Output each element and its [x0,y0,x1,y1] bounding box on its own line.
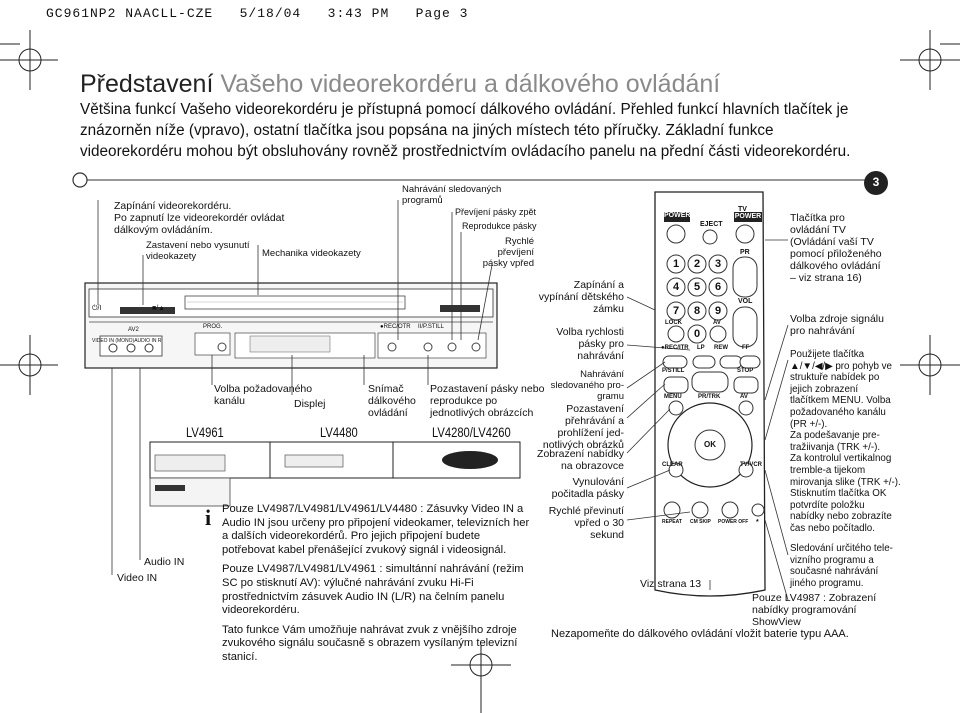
key-lp[interactable]: LP [697,345,705,351]
info-p2: Pouze LV4987/LV4981/LV4961 : simultánní nahrávání (režim SC po stisknutí AV): výlučné nahrávání zvuku Hi-Fi prostřednictvím zásuvek Audio IN (L/R) na čelním panelu videorekordéru. [222,563,524,617]
key-digit-1[interactable]: 1 [672,258,680,270]
model-lv4961: LV4961 [186,424,224,440]
label-menu: Zobrazení nabídky na obrazovce [537,448,624,472]
key-rec-itr[interactable]: ●REC/ITR [661,345,689,351]
key-av-top[interactable]: AV [713,320,721,326]
key-repeat[interactable]: REPEAT [662,519,682,525]
label-mechanism: Mechanika videokazety [262,248,361,259]
key-cm-skip[interactable]: CM SKIP [690,519,711,525]
vcr-prog: PROG. [203,324,223,330]
key-tv-tag: TV [738,206,747,213]
key-ok[interactable]: OK [704,440,716,449]
vcr-power-mark: ⏻/I [92,305,102,312]
label-play: Reprodukce pásky [462,221,537,231]
label-display: Displej [294,398,326,410]
label-source: Volba zdroje signálu pro nahrávání [790,313,884,337]
label-channel: Volba požadovaného kanálu [214,383,313,407]
key-power[interactable]: POWER [664,212,691,219]
key-digit-4[interactable]: 4 [672,281,680,293]
info-icon: i [205,505,212,530]
model-lv4280: LV4280/LV4260 [432,424,511,440]
key-clear[interactable]: CLEAR [662,462,683,468]
label-video-in: Video IN [117,572,158,584]
key-vol[interactable]: VOL [738,298,753,305]
key-eject[interactable]: EJECT [700,221,723,228]
label-power: Zapínání videorekordéru. Po zapnutí lze videorekordér ovládat dálkovým ovládáním. [114,200,285,236]
label-audio-in: Audio IN [144,556,185,568]
key-pr[interactable]: PR [740,249,750,256]
label-pause: Pozastavení pásky nebo reprodukce po jednotlivých obrázcích [430,383,545,419]
key-pstill[interactable]: P/STILL [662,368,685,374]
label-navigation: Použijete tlačítka ▲/▼/◀/▶ pro pohyb ve struktuře nabídek po jejich zobrazení tlačítkem MENU. Volba požadovaného kanálu (PR +/-). Za podešavanje pre- tražiivanja (TRK +/-). Za kontrolul vertikalnog tremble-a tijekom mirovanja slike (TRK +/-). Stisknutím tlačítka OK potvrdíte položku nabídky nebo zobrazíte čas nebo počítadlo. [790,349,901,534]
label-clear: Vynulování počitadla pásky [551,476,624,500]
key-digit-6[interactable]: 6 [714,281,722,293]
label-rec-program: Nahrávání sledovaného pro- gramu [550,369,624,402]
key-digit-2[interactable]: 2 [693,258,701,270]
model-lv4480: LV4480 [320,424,358,440]
key-av[interactable]: AV [740,394,748,400]
vcr-av-tag: AV2 [128,327,139,333]
info-text [222,503,532,671]
remote-footer: Viz strana 13 [640,578,702,590]
title-dark: Představení [80,70,214,98]
print-header: GC961NP2 NAACLL-CZE 5/18/04 3:43 PM Page 3 [46,6,469,21]
model-panels [150,442,520,506]
key-digit-9[interactable]: 9 [714,305,722,317]
label-ffwd: Rychlé převíjení pásky vpřed [482,236,534,269]
key-digit-3[interactable]: 3 [714,258,722,270]
key-power-off[interactable]: POWER OFF [718,519,749,525]
key-pr-trk[interactable]: PR/TRK [698,394,721,400]
battery-note: Nezapomeňte do dálkového ovládání vložit baterie typu AAA. [551,628,849,640]
label-tv-vcr: Sledování určitého tele- vizního programu a současné nahrávání jiného programu. [790,543,893,589]
label-stop-eject: Zastavení nebo vysunutí videokazety [146,240,250,262]
key-digit-8[interactable]: 8 [693,305,701,317]
key-digit-0[interactable]: 0 [693,328,701,340]
key-ff[interactable]: FF [742,345,750,351]
vcr-eject-mark: ■/▲ [152,305,166,312]
info-p3: Tato funkce Vám umožňuje nahrávat zvuk z vnějšího zdroje zvukového signálu současně s obrazem vysílaným televizní stanicí. [222,623,518,663]
key-rew[interactable]: REW [714,345,728,351]
key-digit-5[interactable]: 5 [693,281,701,293]
label-sensor: Snímač dálkového ovládání [368,383,416,419]
vcr-jacks: VIDEO IN (MONO)AUDIO IN R [92,338,162,344]
key-menu[interactable]: MENU [664,394,682,400]
label-child-lock: Zapínání a vypínání dětského zámku [538,279,624,315]
key-star[interactable]: * [756,519,759,526]
key-tv-vcr[interactable]: TV/VCR [740,462,763,468]
label-showview: Pouze LV4987 : Zobrazení nabídky programování ShowView [752,592,877,628]
label-rewind: Převíjení pásky zpět [455,207,537,217]
label-remote-pause: Pozastavení přehrávání a prohlížení jed- notlivých obrázků [542,403,624,451]
label-tv-buttons: Tlačítka pro ovládání TV (Ovládání vaší TV pomocí přiloženého dálkového ovládání – viz strana 16) [790,212,882,284]
info-p1: Pouze LV4987/LV4981/LV4961/LV4480 : Zásuvky Video IN a Audio IN jsou určeny pro připojení videokamer, televizních her a dalších videorekordérů. Pro jejich připojení budete potřebovat kabel přenášející zvukový signál i videosignál. [222,503,530,556]
key-tv-power[interactable]: POWER [734,213,762,220]
key-lock[interactable]: LOCK [665,320,682,326]
label-record: Nahrávání sledovaných programů [402,184,502,206]
page-number: 3 [872,175,880,189]
key-digit-7[interactable]: 7 [672,305,680,317]
vcr-rec: ●REC/OTR [380,324,411,330]
label-cm-skip: Rychlé převinutí vpřed o 30 sekund [548,505,624,541]
intro-text: Většina funkcí Vašeho videorekordéru je přístupná pomocí dálkového ovládání. Přehled funkcí hlavních tlačítek je znázorněn níže (vpravo), ostatní tlačítka jsou popsána na jiných místech této příručky. Základní funkce videorekordéru mohou být obsluhovány rovněž prostřednictvím ovládacího panelu na přední části videorekordéru. [80,101,851,160]
title-light: Vašeho videorekordéru a dálkového ovládání [213,70,721,98]
label-speed: Volba rychlosti pásky pro nahrávání [556,326,624,362]
key-stop[interactable]: STOP [737,368,754,374]
vcr-pstill: II/P.STILL [418,324,444,330]
